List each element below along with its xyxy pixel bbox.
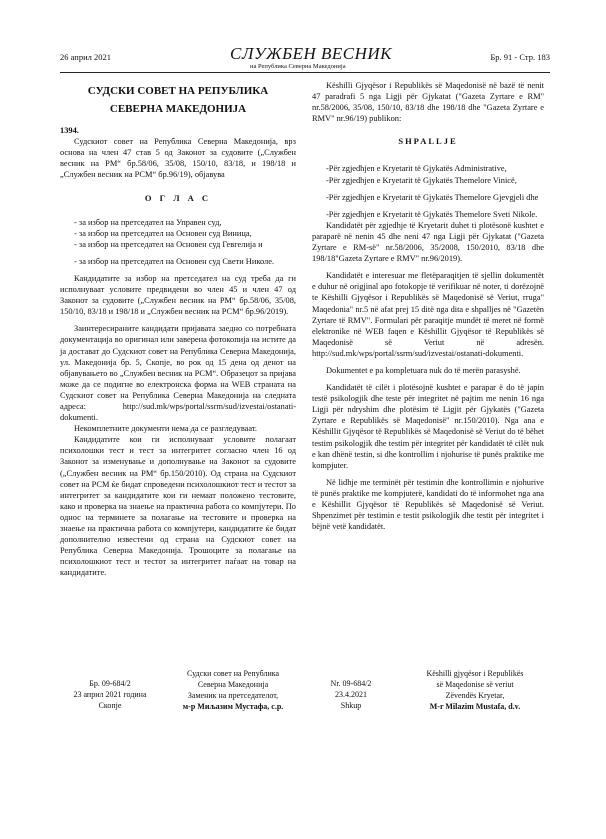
intro-paragraph: Судскиот совет на Република Северна Македонија, врз основа на член 47 став 5 од Законот за судовите („Службен весник на РМ“ бр.58/06, 35/08, 150/10, 83/18, и 198/18 и „Службен весник на РСМ“ бр.96/19), објавува (60, 137, 296, 180)
gazette-title: СЛУЖБЕН ВЕСНИК (230, 44, 392, 63)
incomplete-docs-paragraph: Dokumentet e pa kompletuara nuk do të merën parasyshë. (326, 365, 521, 375)
position-item: - за избор на претседател на Основен суд Свети Николе. (74, 256, 275, 266)
application-paragraph: Kandidatët e interesuar me fletëparaqitjen të sjellin dokumentët e duhur në origjinal apo fotokopje të verifikuar në noter, ti dorëzojnë te Këshilli Gjyqësor i Republikës së Maqedonisë së Veriut, rruga" Maqedonia" nr.5 në afat prej 15 ditë nga dita e shpalljes në "Gazetën Zyrtare të RMV". Formulari për paraqitje mundët të meret në formë elektronike në WEB faqen e Këshillit Gjyqësor të Republikës së Maqedonisë së Veriut në adresën. http://sud.mk/wps/portal/ssrm/sud/izvestai/ostanati-dokumenti. (312, 271, 544, 358)
position-item: -Për zgjedhjen e Kryetarit të Gjykatës Themelore Sveti Nikole. (326, 209, 538, 219)
requirements-paragraph: Kandidatët për zgjedhje të Kryetarit duhet ti plotësonë kushtet e paraparë në nenin 45 dhe neni 47 nga Ligji për Gjykatat ("Gazeta Zyrtare e RM-së" nr.58/2006, 35/2008, 150/2010, 83/18 dhe 198/18"Gazeta Zyrtare e RMV" nr.96/2019). (312, 220, 544, 264)
reference-number: Nr. 09-684/2 (330, 679, 372, 688)
position-item: - за избор на претседател на Основен суд Гевгелија и (74, 239, 263, 249)
requirements-paragraph: Кандидатите за избор на претседател на суд треба да ги исполнуваат условите предвидени во член 45 и член 47 од Законот за судовите („Службен весник на РМ“ бр.58/06, 35/08, 150/10, 83/18 и 198/18 и „Службен весник на РСМ“ бр.96/2019). (60, 273, 296, 317)
signatory-name: M-r Milazim Mustafa, d.v. (429, 702, 521, 711)
notice-number: 1394. (60, 126, 79, 135)
right-signature-block (404, 668, 546, 712)
intro-paragraph: Këshilli Gjyqësor i Republikës së Maqedonisë në bazë të nenit 47 paradrafi 5 nga Ligji për Gjykatat ("Gazeta Zyrtare e RM" nr.58/2006, 35/08, 150/10, 83/18 dhe 198/18 dhe "Gazeta Zyrtare e RMV" nr.96/19) publikon: (312, 81, 544, 124)
signature-line: Këshilli gjyqësor i Republikës (426, 669, 524, 678)
macedonian-column (60, 80, 296, 578)
gazette-subtitle: на Република Северна Македонија (250, 63, 346, 70)
testing-paragraph: Kandidatët të cilët i plotësojnë kushtet e parapar ë do të japin testë psikologjik dhe teste për integritet në pajtim me nenin 16 nga Ligji për ndryshim dhe plotësim të Ligjit për Gjykatës ("Gazeta Zyrtare e Republikës së Maqedonisë" nr.150/2010). Nga ana e Këshillit Gjyqësor të Republikës së Maqedonisë së Veriut do të bëhet testim psikologjik dhe testim për integritet për kandidatët të cilët nuk e kan dhënë testin, si dhe kontrollim i njohurise të punës praktike me kompjuter. (312, 383, 544, 470)
signature-line: Zëvendës Kryetar, (445, 691, 505, 700)
position-item: -Për zgjedhjen e Kryetarit të Gjykatës Themelore Vinicë, (326, 175, 517, 185)
right-reference-block (316, 678, 386, 711)
header-divider (60, 72, 550, 73)
signature-line: Северна Македонија (197, 680, 269, 689)
page-header (60, 44, 550, 80)
left-reference-block (70, 678, 150, 711)
reference-place: Скопје (98, 701, 122, 710)
signatory-name: м-р Миљазим Мустафа, с.р. (182, 702, 284, 711)
issue-page-number: Бр. 91 - Стр. 183 (490, 52, 550, 62)
reference-date: 23 април 2021 година (73, 690, 147, 699)
council-heading-line2: СЕВЕРНА МАКЕДОНИЈА (109, 103, 247, 115)
testing-paragraph: Кандидатите кои ги исполнуваат условите полагаат психолошки тест и тест за интегритет согласно член 16 од Законот за изменување и дополнување на Законот за судовите („Службен весник на РМ“ бр.150/2010). Од страна на Судскиот совет на РСМ ќе бидат спроведени психолошкиот тест и тестот за интегритет за кандидатите кои ги немаат положено тестовите, како и проверка на знаење на практична работа со компјутери. По однос на терминете за полагање на тестовите и проверка на знаење на практична работа со компјутери, кандидатите ќе бидат дополнително известени од страна на Судскиот совет на Република Северна Македонија. Трошоците за полагање на психолошкиот тест и тестот за интегритет паѓаат на товар на кандидатите. (60, 435, 296, 578)
signature-line: Заменик на претседателот, (187, 691, 279, 700)
position-item: -Për zgjedhjen e Kryetarit të Gjykatës Administrative, (326, 164, 507, 174)
position-item: - за избор на претседател на Основен суд Виница, (74, 228, 252, 238)
notice-title: О Г Л А С (144, 193, 212, 204)
position-item: - за избор на претседател на Управен суд, (74, 217, 222, 227)
council-heading-line1: СУДСКИ СОВЕТ НА РЕПУБЛИКА (87, 85, 269, 97)
reference-place: Shkup (340, 701, 362, 710)
incomplete-docs-paragraph: Некомплетните документи нема да се разгледуваат. (74, 424, 258, 434)
application-paragraph: Заинтересираните кандидати пријавата заедно со потребната документација во оригинал или заверена фотокопија на истите да ја достават до Судскиот совет на Република Северна Македонија, ул. Македонија бр. 5, Скопје, во рок од 15 дена од денот на објавувањето во „Службен весник на РСМ“. Образецот за пријава може да се подигне во електронска форма на WEB страната на Судскиот совет на Република Северна Македонија на следната адреса: http://sud.mk/wps/portal/ssrm/sud/izvestai/ostanati-dokumenti. (60, 324, 296, 423)
reference-date: 23.4.2021 (335, 690, 367, 699)
notice-title: SHPALLJE (398, 136, 458, 147)
notification-paragraph: Në lidhje me terminët për testimin dhe kontrollimin e njohurive të punës praktike me kompjuterë, kandidati do të informohet nga ana e Këshillit Gjyqësor të Republikës së Maqedonisë së Veriut. Shpenzimet për testimin e testit psikologjik dhe testit për integritet i bëjnë vetë kandidatët. (312, 477, 544, 532)
signature-line: së Maqedonise së veriut (436, 680, 514, 689)
issue-date: 26 април 2021 (60, 52, 111, 62)
position-item: -Për zgjedhjen e Kryetarit të Gjykatës Themelore Gjevgjeli dhe (326, 192, 539, 202)
reference-number: Бр. 09-684/2 (89, 679, 131, 688)
left-signature-block (168, 668, 298, 712)
albanian-column (312, 80, 544, 532)
signature-line: Судски совет на Република (186, 669, 280, 678)
